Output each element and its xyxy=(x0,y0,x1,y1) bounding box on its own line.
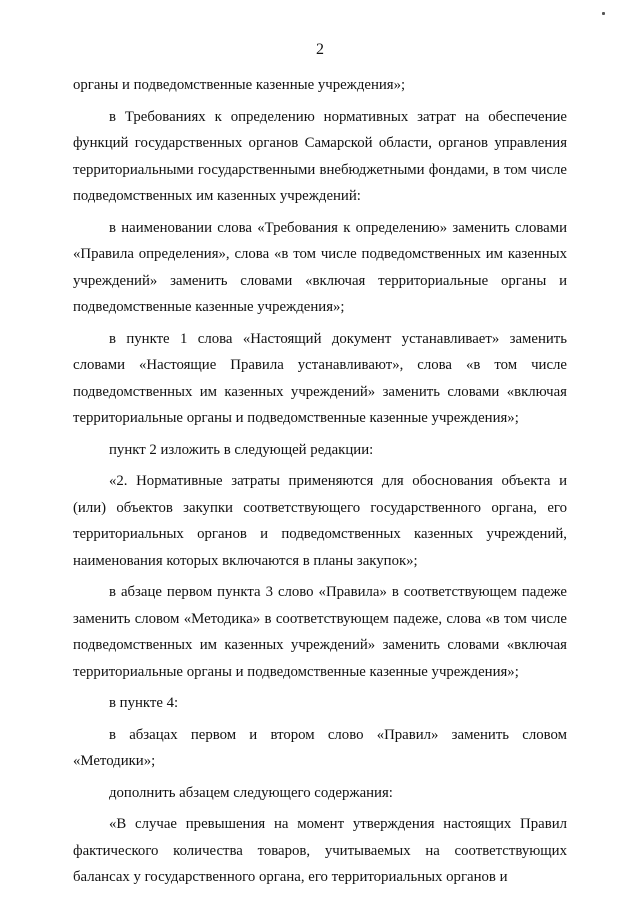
paragraph-item-4-intro: в пункте 4: xyxy=(109,695,179,711)
paragraph-requirements-intro: в Требованиях к определению нормативных затрат на обеспечение функций государственных органов Самарской области, органов управления территориальными государственными внебюджетными фондами, в том числе подведомственных им казенных учреждений: xyxy=(73,108,567,204)
document-body xyxy=(73,72,567,891)
paragraph-new-clause: «В случае превышения на момент утверждения настоящих Правил фактического количества товаров, учитываемых на соответствующих балансах у государственного органа, его территориальных органов и xyxy=(73,816,567,885)
paragraph-item-1-change: в пункте 1 слова «Настоящий документ устанавливает» заменить словами «Настоящие Правила устанавливают», слова «в том числе подведомственных им казенных учреждений» заменить словами «включая территориальные органы и подведомственные казенные учреждения»; xyxy=(73,330,567,426)
paragraph-item-3-change: в абзаце первом пункта 3 слово «Правила» в соответствующем падеже заменить словом «Методика» в соответствующем падеже, слова «в том числе подведомственных им казенных учреждений» заменить словами «включая территориальные органы и подведомственные казенные учреждения»; xyxy=(73,584,567,680)
paragraph-item-4-change: в абзацах первом и втором слово «Правил» заменить словом «Методики»; xyxy=(73,726,567,769)
paragraph-title-change: в наименовании слова «Требования к определению» заменить словами «Правила определения», слова «в том числе подведомственных им казенных учреждений» заменить словами «включая территориальные органы и подведомственные казенные учреждения»; xyxy=(73,219,567,315)
paragraph-item-2-text: «2. Нормативные затраты применяются для обоснования объекта и (или) объектов закупки соответствующего государственного органа, его территориальных органов и подведомственных казенных учреждений, наименования которых включаются в планы закупок»; xyxy=(73,473,567,569)
scan-mark xyxy=(602,12,605,15)
page-number: 2 xyxy=(316,41,324,58)
paragraph-add-clause: дополнить абзацем следующего содержания: xyxy=(109,784,393,801)
paragraph-continuation: органы и подведомственные казенные учреждения»; xyxy=(73,77,406,93)
paragraph-item-2-intro: пункт 2 изложить в следующей редакции: xyxy=(109,441,374,458)
